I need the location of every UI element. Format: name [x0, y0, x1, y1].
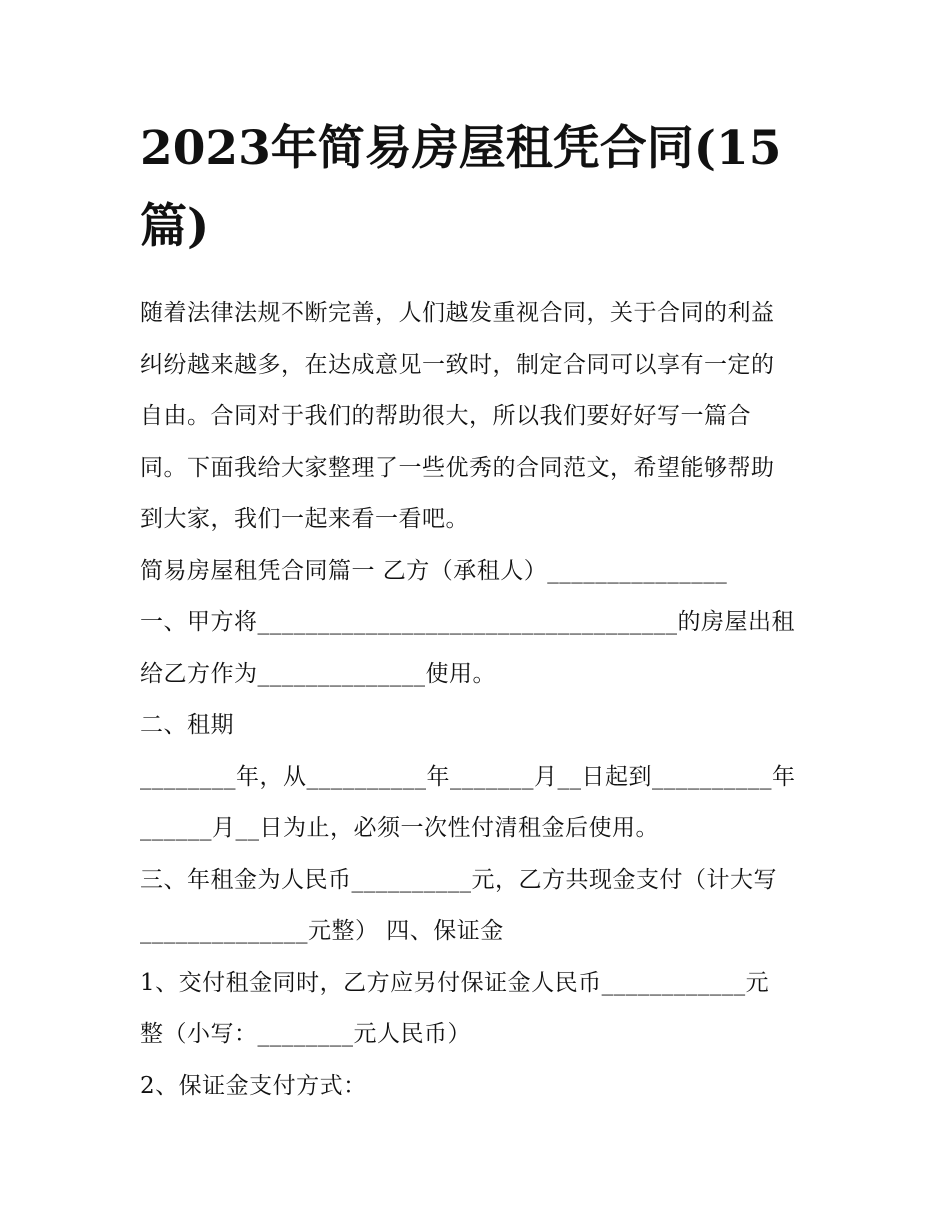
clause-line: 给乙方作为______________使用。	[140, 660, 496, 687]
clause-line: 1、交付租金同时，乙方应另付保证金人民币____________元	[140, 969, 770, 996]
contract-body	[140, 546, 820, 1113]
clause-line: 三、年租金为人民币__________元，乙方共现金支付（计大写	[140, 866, 777, 893]
clause-line: ______________元整） 四、保证金	[140, 918, 504, 944]
document-page	[140, 110, 820, 1112]
intro-line: 到大家，我们一起来看一看吧。	[140, 506, 469, 532]
clause-heading: 二、租期	[140, 712, 234, 738]
clause-line: ______月__日为止，必须一次性付清租金后使用。	[140, 815, 659, 841]
intro-line: 同。下面我给大家整理了一些优秀的合同范文，希望能够帮助	[140, 454, 775, 481]
clause-line: 一、甲方将___________________________________的房屋出租	[140, 609, 795, 635]
intro-paragraph	[140, 288, 820, 546]
intro-line: 随着法律法规不断完善，人们越发重视合同，关于合同的利益	[140, 300, 775, 326]
title-line-2: 篇)	[140, 199, 210, 254]
clause-line: ________年，从__________年_______月__日起到__________年	[140, 763, 796, 790]
clause-line: 整（小写：________元人民币）	[140, 1021, 471, 1047]
intro-line: 自由。合同对于我们的帮助很大，所以我们要好好写一篇合	[140, 403, 751, 429]
contract-heading: 简易房屋租凭合同篇一 乙方（承租人）_______________	[140, 557, 728, 584]
intro-line: 纠纷越来越多，在达成意见一致时，制定合同可以享有一定的	[140, 351, 775, 378]
document-title	[140, 110, 820, 266]
title-line-1: 2023年简易房屋租凭合同(15	[140, 121, 782, 176]
clause-line: 2、保证金支付方式：	[140, 1072, 367, 1099]
